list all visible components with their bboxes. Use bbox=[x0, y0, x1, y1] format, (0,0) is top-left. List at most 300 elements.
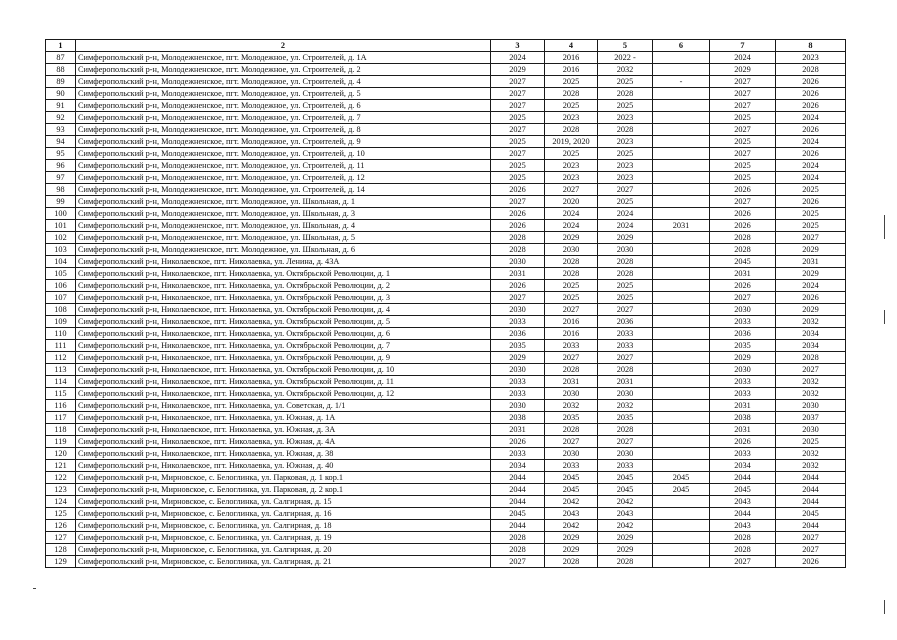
year-cell-5: 2028 bbox=[598, 556, 653, 568]
year-cell-3: 2026 bbox=[491, 220, 545, 232]
table-row bbox=[46, 328, 846, 340]
year-cell-5: 2045 bbox=[598, 472, 653, 484]
year-cell-6 bbox=[653, 532, 710, 544]
year-cell-6: 2031 bbox=[653, 220, 710, 232]
year-cell-8: 2024 bbox=[776, 280, 846, 292]
row-number-cell: 122 bbox=[46, 472, 76, 484]
scan-artifact-right-edge bbox=[884, 310, 885, 324]
year-cell-7: 2043 bbox=[710, 496, 776, 508]
year-cell-4: 2025 bbox=[545, 100, 598, 112]
year-cell-8: 2037 bbox=[776, 412, 846, 424]
year-cell-3: 2045 bbox=[491, 508, 545, 520]
table-row bbox=[46, 88, 846, 100]
year-cell-8: 2032 bbox=[776, 316, 846, 328]
year-cell-6 bbox=[653, 172, 710, 184]
column-header-2: 2 bbox=[76, 40, 491, 52]
year-cell-6 bbox=[653, 292, 710, 304]
table-row bbox=[46, 52, 846, 64]
year-cell-6 bbox=[653, 376, 710, 388]
row-number-cell: 87 bbox=[46, 52, 76, 64]
year-cell-6 bbox=[653, 280, 710, 292]
year-cell-4: 2030 bbox=[545, 448, 598, 460]
year-cell-3: 2038 bbox=[491, 412, 545, 424]
address-cell: Симферопольский р-н, Николаевское, пгт. Николаевка, ул. Октябрьской Революции, д. 9 bbox=[76, 352, 491, 364]
year-cell-4: 2024 bbox=[545, 208, 598, 220]
address-cell: Симферопольский р-н, Молодежненское, пгт. Молодежное, ул. Школьная, д. 4 bbox=[76, 220, 491, 232]
year-cell-8: 2034 bbox=[776, 340, 846, 352]
scan-artifact-left-corner bbox=[33, 588, 36, 589]
year-cell-4: 2027 bbox=[545, 352, 598, 364]
year-cell-8: 2028 bbox=[776, 352, 846, 364]
year-cell-6 bbox=[653, 88, 710, 100]
year-cell-5: 2031 bbox=[598, 376, 653, 388]
row-number-cell: 118 bbox=[46, 424, 76, 436]
year-cell-7: 2027 bbox=[710, 88, 776, 100]
year-cell-5: 2033 bbox=[598, 460, 653, 472]
table-row bbox=[46, 460, 846, 472]
row-number-cell: 114 bbox=[46, 376, 76, 388]
year-cell-3: 2028 bbox=[491, 232, 545, 244]
year-cell-7: 2033 bbox=[710, 448, 776, 460]
row-number-cell: 93 bbox=[46, 124, 76, 136]
row-number-cell: 108 bbox=[46, 304, 76, 316]
year-cell-7: 2028 bbox=[710, 232, 776, 244]
year-cell-5: 2028 bbox=[598, 124, 653, 136]
year-cell-6 bbox=[653, 424, 710, 436]
table-row bbox=[46, 136, 846, 148]
year-cell-7: 2035 bbox=[710, 340, 776, 352]
address-cell: Симферопольский р-н, Николаевское, пгт. Николаевка, ул. Октябрьской Революции, д. 12 bbox=[76, 388, 491, 400]
table-row bbox=[46, 472, 846, 484]
year-cell-5: 2022 - bbox=[598, 52, 653, 64]
scan-artifact-right-edge bbox=[884, 600, 885, 614]
year-cell-5: 2032 bbox=[598, 400, 653, 412]
year-cell-8: 2029 bbox=[776, 304, 846, 316]
row-number-cell: 110 bbox=[46, 328, 76, 340]
year-cell-6 bbox=[653, 316, 710, 328]
row-number-cell: 119 bbox=[46, 436, 76, 448]
year-cell-4: 2031 bbox=[545, 376, 598, 388]
year-cell-8: 2032 bbox=[776, 388, 846, 400]
year-cell-5: 2023 bbox=[598, 136, 653, 148]
year-cell-4: 2033 bbox=[545, 460, 598, 472]
table-row bbox=[46, 112, 846, 124]
year-cell-8: 2029 bbox=[776, 244, 846, 256]
year-cell-4: 2042 bbox=[545, 496, 598, 508]
row-number-cell: 100 bbox=[46, 208, 76, 220]
year-cell-7: 2044 bbox=[710, 472, 776, 484]
year-cell-5: 2023 bbox=[598, 112, 653, 124]
table-row bbox=[46, 508, 846, 520]
table-row bbox=[46, 256, 846, 268]
year-cell-6 bbox=[653, 460, 710, 472]
year-cell-5: 2042 bbox=[598, 520, 653, 532]
year-cell-4: 2028 bbox=[545, 424, 598, 436]
address-cell: Симферопольский р-н, Николаевское, пгт. Николаевка, ул. Южная, д. 40 bbox=[76, 460, 491, 472]
year-cell-7: 2026 bbox=[710, 184, 776, 196]
year-cell-8: 2032 bbox=[776, 460, 846, 472]
year-cell-7: 2044 bbox=[710, 508, 776, 520]
year-cell-5: 2027 bbox=[598, 352, 653, 364]
year-cell-4: 2027 bbox=[545, 184, 598, 196]
year-cell-8: 2024 bbox=[776, 160, 846, 172]
year-cell-7: 2031 bbox=[710, 424, 776, 436]
year-cell-3: 2027 bbox=[491, 100, 545, 112]
address-cell: Симферопольский р-н, Николаевское, пгт. Николаевка, ул. Ленина, д. 43А bbox=[76, 256, 491, 268]
year-cell-8: 2025 bbox=[776, 220, 846, 232]
year-cell-7: 2045 bbox=[710, 256, 776, 268]
row-number-cell: 127 bbox=[46, 532, 76, 544]
year-cell-8: 2044 bbox=[776, 496, 846, 508]
year-cell-6 bbox=[653, 340, 710, 352]
address-cell: Симферопольский р-н, Мирновское, с. Белоглинка, ул. Салгирная, д. 19 bbox=[76, 532, 491, 544]
year-cell-5: 2029 bbox=[598, 532, 653, 544]
year-cell-4: 2028 bbox=[545, 268, 598, 280]
address-cell: Симферопольский р-н, Молодежненское, пгт. Молодежное, ул. Строителей, д. 2 bbox=[76, 64, 491, 76]
table-row bbox=[46, 100, 846, 112]
address-cell: Симферопольский р-н, Николаевское, пгт. Николаевка, ул. Октябрьской Революции, д. 2 bbox=[76, 280, 491, 292]
year-cell-6 bbox=[653, 100, 710, 112]
address-cell: Симферопольский р-н, Молодежненское, пгт. Молодежное, ул. Школьная, д. 1 bbox=[76, 196, 491, 208]
address-cell: Симферопольский р-н, Молодежненское, пгт. Молодежное, ул. Школьная, д. 6 bbox=[76, 244, 491, 256]
address-cell: Симферопольский р-н, Николаевское, пгт. Николаевка, ул. Южная, д. 3А bbox=[76, 424, 491, 436]
year-cell-4: 2016 bbox=[545, 64, 598, 76]
row-number-cell: 90 bbox=[46, 88, 76, 100]
address-cell: Симферопольский р-н, Николаевское, пгт. Николаевка, ул. Октябрьской Революции, д. 5 bbox=[76, 316, 491, 328]
year-cell-5: 2043 bbox=[598, 508, 653, 520]
year-cell-4: 2024 bbox=[545, 220, 598, 232]
address-cell: Симферопольский р-н, Молодежненское, пгт. Молодежное, ул. Строителей, д. 9 bbox=[76, 136, 491, 148]
year-cell-6 bbox=[653, 112, 710, 124]
row-number-cell: 104 bbox=[46, 256, 76, 268]
year-cell-3: 2026 bbox=[491, 280, 545, 292]
year-cell-5: 2025 bbox=[598, 148, 653, 160]
table-row bbox=[46, 280, 846, 292]
column-header-3: 3 bbox=[491, 40, 545, 52]
year-cell-5: 2028 bbox=[598, 88, 653, 100]
table-row bbox=[46, 64, 846, 76]
year-cell-8: 2026 bbox=[776, 292, 846, 304]
year-cell-8: 2044 bbox=[776, 520, 846, 532]
table-row bbox=[46, 364, 846, 376]
year-cell-3: 2031 bbox=[491, 424, 545, 436]
year-cell-4: 2023 bbox=[545, 112, 598, 124]
year-cell-3: 2030 bbox=[491, 400, 545, 412]
year-cell-8: 2027 bbox=[776, 532, 846, 544]
year-cell-5: 2023 bbox=[598, 160, 653, 172]
year-cell-6 bbox=[653, 160, 710, 172]
year-cell-4: 2029 bbox=[545, 532, 598, 544]
year-cell-5: 2024 bbox=[598, 208, 653, 220]
year-cell-7: 2027 bbox=[710, 76, 776, 88]
table-row bbox=[46, 196, 846, 208]
year-cell-7: 2025 bbox=[710, 136, 776, 148]
year-cell-7: 2033 bbox=[710, 388, 776, 400]
year-cell-4: 2016 bbox=[545, 328, 598, 340]
year-cell-3: 2027 bbox=[491, 292, 545, 304]
table-row bbox=[46, 268, 846, 280]
year-cell-3: 2033 bbox=[491, 388, 545, 400]
year-cell-6 bbox=[653, 124, 710, 136]
row-number-cell: 103 bbox=[46, 244, 76, 256]
year-cell-4: 2025 bbox=[545, 76, 598, 88]
year-cell-8: 2023 bbox=[776, 52, 846, 64]
year-cell-3: 2027 bbox=[491, 88, 545, 100]
year-cell-7: 2029 bbox=[710, 352, 776, 364]
year-cell-4: 2028 bbox=[545, 256, 598, 268]
year-cell-7: 2026 bbox=[710, 220, 776, 232]
year-cell-3: 2026 bbox=[491, 436, 545, 448]
year-cell-5: 2027 bbox=[598, 184, 653, 196]
year-cell-3: 2030 bbox=[491, 364, 545, 376]
address-cell: Симферопольский р-н, Мирновское, с. Белоглинка, ул. Салгирная, д. 20 bbox=[76, 544, 491, 556]
year-cell-7: 2025 bbox=[710, 172, 776, 184]
row-number-cell: 111 bbox=[46, 340, 76, 352]
year-cell-3: 2029 bbox=[491, 64, 545, 76]
year-cell-5: 2030 bbox=[598, 244, 653, 256]
year-cell-4: 2035 bbox=[545, 412, 598, 424]
year-cell-4: 2042 bbox=[545, 520, 598, 532]
year-cell-5: 2028 bbox=[598, 256, 653, 268]
year-cell-7: 2025 bbox=[710, 112, 776, 124]
column-header-1: 1 bbox=[46, 40, 76, 52]
table-row bbox=[46, 244, 846, 256]
row-number-cell: 95 bbox=[46, 148, 76, 160]
year-cell-6: 2045 bbox=[653, 484, 710, 496]
table-row bbox=[46, 496, 846, 508]
year-cell-5: 2042 bbox=[598, 496, 653, 508]
year-cell-3: 2027 bbox=[491, 196, 545, 208]
row-number-cell: 121 bbox=[46, 460, 76, 472]
year-cell-5: 2025 bbox=[598, 100, 653, 112]
year-cell-4: 2023 bbox=[545, 160, 598, 172]
address-cell: Симферопольский р-н, Молодежненское, пгт. Молодежное, ул. Строителей, д. 12 bbox=[76, 172, 491, 184]
address-cell: Симферопольский р-н, Николаевское, пгт. Николаевка, ул. Октябрьской Революции, д. 3 bbox=[76, 292, 491, 304]
year-cell-8: 2027 bbox=[776, 544, 846, 556]
year-cell-4: 2028 bbox=[545, 124, 598, 136]
column-header-8: 8 bbox=[776, 40, 846, 52]
address-cell: Симферопольский р-н, Николаевское, пгт. Николаевка, ул. Южная, д. 4А bbox=[76, 436, 491, 448]
year-cell-7: 2028 bbox=[710, 244, 776, 256]
table-row bbox=[46, 484, 846, 496]
year-cell-8: 2027 bbox=[776, 364, 846, 376]
year-cell-6 bbox=[653, 436, 710, 448]
year-cell-7: 2028 bbox=[710, 544, 776, 556]
year-cell-5: 2033 bbox=[598, 328, 653, 340]
year-cell-6 bbox=[653, 400, 710, 412]
year-cell-4: 2023 bbox=[545, 172, 598, 184]
row-number-cell: 106 bbox=[46, 280, 76, 292]
year-cell-6 bbox=[653, 496, 710, 508]
year-cell-8: 2030 bbox=[776, 424, 846, 436]
year-cell-3: 2027 bbox=[491, 76, 545, 88]
address-cell: Симферопольский р-н, Мирновское, с. Белоглинка, ул. Парковая, д. 1 кор.1 bbox=[76, 472, 491, 484]
year-cell-3: 2029 bbox=[491, 352, 545, 364]
address-cell: Симферопольский р-н, Николаевское, пгт. Николаевка, ул. Южная, д. 1А bbox=[76, 412, 491, 424]
table-row bbox=[46, 76, 846, 88]
year-cell-3: 2028 bbox=[491, 244, 545, 256]
address-cell: Симферопольский р-н, Молодежненское, пгт. Молодежное, ул. Строителей, д. 1А bbox=[76, 52, 491, 64]
address-cell: Симферопольский р-н, Молодежненское, пгт. Молодежное, ул. Строителей, д. 8 bbox=[76, 124, 491, 136]
address-cell: Симферопольский р-н, Молодежненское, пгт. Молодежное, ул. Строителей, д. 14 bbox=[76, 184, 491, 196]
year-cell-5: 2024 bbox=[598, 220, 653, 232]
year-cell-6: - bbox=[653, 76, 710, 88]
year-cell-6 bbox=[653, 388, 710, 400]
year-cell-6 bbox=[653, 208, 710, 220]
year-cell-5: 2027 bbox=[598, 436, 653, 448]
year-cell-7: 2036 bbox=[710, 328, 776, 340]
year-cell-6 bbox=[653, 364, 710, 376]
year-cell-3: 2028 bbox=[491, 532, 545, 544]
year-cell-8: 2026 bbox=[776, 124, 846, 136]
year-cell-7: 2024 bbox=[710, 52, 776, 64]
year-cell-4: 2019, 2020 bbox=[545, 136, 598, 148]
year-cell-4: 2029 bbox=[545, 544, 598, 556]
year-cell-3: 2027 bbox=[491, 556, 545, 568]
year-cell-4: 2032 bbox=[545, 400, 598, 412]
year-cell-3: 2026 bbox=[491, 208, 545, 220]
table-header-row bbox=[46, 40, 846, 52]
table-row bbox=[46, 400, 846, 412]
row-number-cell: 123 bbox=[46, 484, 76, 496]
column-header-7: 7 bbox=[710, 40, 776, 52]
table-row bbox=[46, 160, 846, 172]
year-cell-3: 2026 bbox=[491, 184, 545, 196]
row-number-cell: 105 bbox=[46, 268, 76, 280]
address-cell: Симферопольский р-н, Молодежненское, пгт. Молодежное, ул. Строителей, д. 10 bbox=[76, 148, 491, 160]
address-cell: Симферопольский р-н, Николаевское, пгт. Николаевка, ул. Октябрьской Революции, д. 11 bbox=[76, 376, 491, 388]
address-cell: Симферопольский р-н, Николаевское, пгт. Николаевка, ул. Октябрьской Революции, д. 4 bbox=[76, 304, 491, 316]
year-cell-7: 2027 bbox=[710, 148, 776, 160]
year-cell-5: 2028 bbox=[598, 424, 653, 436]
year-cell-4: 2028 bbox=[545, 364, 598, 376]
year-cell-6 bbox=[653, 328, 710, 340]
table-row bbox=[46, 532, 846, 544]
year-cell-4: 2020 bbox=[545, 196, 598, 208]
address-cell: Симферопольский р-н, Мирновское, с. Белоглинка, ул. Парковая, д. 2 кор.1 bbox=[76, 484, 491, 496]
year-cell-5: 2027 bbox=[598, 304, 653, 316]
year-cell-6 bbox=[653, 448, 710, 460]
table-row bbox=[46, 124, 846, 136]
year-cell-4: 2030 bbox=[545, 244, 598, 256]
table-row bbox=[46, 148, 846, 160]
year-cell-4: 2033 bbox=[545, 340, 598, 352]
year-cell-5: 2025 bbox=[598, 292, 653, 304]
year-cell-7: 2033 bbox=[710, 316, 776, 328]
year-cell-8: 2034 bbox=[776, 328, 846, 340]
year-cell-3: 2044 bbox=[491, 496, 545, 508]
year-cell-5: 2025 bbox=[598, 76, 653, 88]
year-cell-7: 2026 bbox=[710, 208, 776, 220]
table-row bbox=[46, 556, 846, 568]
table-body bbox=[46, 52, 846, 568]
year-cell-3: 2031 bbox=[491, 268, 545, 280]
year-cell-6 bbox=[653, 256, 710, 268]
row-number-cell: 126 bbox=[46, 520, 76, 532]
year-cell-6 bbox=[653, 508, 710, 520]
housing-repair-schedule-table bbox=[45, 39, 846, 568]
year-cell-3: 2044 bbox=[491, 484, 545, 496]
year-cell-6 bbox=[653, 556, 710, 568]
year-cell-8: 2025 bbox=[776, 184, 846, 196]
year-cell-8: 2025 bbox=[776, 436, 846, 448]
row-number-cell: 96 bbox=[46, 160, 76, 172]
row-number-cell: 88 bbox=[46, 64, 76, 76]
year-cell-8: 2027 bbox=[776, 232, 846, 244]
year-cell-5: 2025 bbox=[598, 196, 653, 208]
year-cell-8: 2024 bbox=[776, 136, 846, 148]
year-cell-6: 2045 bbox=[653, 472, 710, 484]
year-cell-3: 2025 bbox=[491, 172, 545, 184]
year-cell-7: 2030 bbox=[710, 304, 776, 316]
address-cell: Симферопольский р-н, Николаевское, пгт. Николаевка, ул. Октябрьской Революции, д. 10 bbox=[76, 364, 491, 376]
address-cell: Симферопольский р-н, Мирновское, с. Белоглинка, ул. Салгирная, д. 15 bbox=[76, 496, 491, 508]
row-number-cell: 102 bbox=[46, 232, 76, 244]
year-cell-7: 2027 bbox=[710, 556, 776, 568]
year-cell-5: 2030 bbox=[598, 448, 653, 460]
year-cell-8: 2032 bbox=[776, 376, 846, 388]
year-cell-4: 2045 bbox=[545, 484, 598, 496]
year-cell-8: 2028 bbox=[776, 64, 846, 76]
table-row bbox=[46, 424, 846, 436]
year-cell-3: 2033 bbox=[491, 448, 545, 460]
year-cell-5: 2029 bbox=[598, 544, 653, 556]
row-number-cell: 116 bbox=[46, 400, 76, 412]
year-cell-7: 2034 bbox=[710, 460, 776, 472]
table-row bbox=[46, 340, 846, 352]
year-cell-6 bbox=[653, 136, 710, 148]
table-row bbox=[46, 292, 846, 304]
year-cell-4: 2045 bbox=[545, 472, 598, 484]
year-cell-3: 2025 bbox=[491, 160, 545, 172]
year-cell-4: 2025 bbox=[545, 292, 598, 304]
year-cell-4: 2025 bbox=[545, 148, 598, 160]
table-row bbox=[46, 376, 846, 388]
year-cell-7: 2033 bbox=[710, 376, 776, 388]
year-cell-8: 2024 bbox=[776, 172, 846, 184]
table-row bbox=[46, 316, 846, 328]
year-cell-7: 2031 bbox=[710, 400, 776, 412]
table-row bbox=[46, 412, 846, 424]
address-cell: Симферопольский р-н, Николаевское, пгт. Николаевка, ул. Октябрьской Революции, д. 6 bbox=[76, 328, 491, 340]
year-cell-7: 2043 bbox=[710, 520, 776, 532]
address-cell: Симферопольский р-н, Мирновское, с. Белоглинка, ул. Салгирная, д. 21 bbox=[76, 556, 491, 568]
table-row bbox=[46, 304, 846, 316]
year-cell-7: 2030 bbox=[710, 364, 776, 376]
row-number-cell: 128 bbox=[46, 544, 76, 556]
year-cell-6 bbox=[653, 544, 710, 556]
year-cell-5: 2029 bbox=[598, 232, 653, 244]
year-cell-5: 2033 bbox=[598, 340, 653, 352]
year-cell-6 bbox=[653, 184, 710, 196]
address-cell: Симферопольский р-н, Николаевское, пгт. Николаевка, ул. Советская, д. 1/1 bbox=[76, 400, 491, 412]
row-number-cell: 125 bbox=[46, 508, 76, 520]
year-cell-4: 2016 bbox=[545, 52, 598, 64]
address-cell: Симферопольский р-н, Молодежненское, пгт. Молодежное, ул. Строителей, д. 7 bbox=[76, 112, 491, 124]
year-cell-4: 2030 bbox=[545, 388, 598, 400]
year-cell-4: 2028 bbox=[545, 88, 598, 100]
year-cell-5: 2036 bbox=[598, 316, 653, 328]
year-cell-8: 2044 bbox=[776, 472, 846, 484]
year-cell-6 bbox=[653, 64, 710, 76]
year-cell-3: 2044 bbox=[491, 472, 545, 484]
year-cell-8: 2026 bbox=[776, 556, 846, 568]
address-cell: Симферопольский р-н, Николаевское, пгт. Николаевка, ул. Южная, д. 38 bbox=[76, 448, 491, 460]
row-number-cell: 89 bbox=[46, 76, 76, 88]
row-number-cell: 97 bbox=[46, 172, 76, 184]
row-number-cell: 101 bbox=[46, 220, 76, 232]
year-cell-6 bbox=[653, 352, 710, 364]
